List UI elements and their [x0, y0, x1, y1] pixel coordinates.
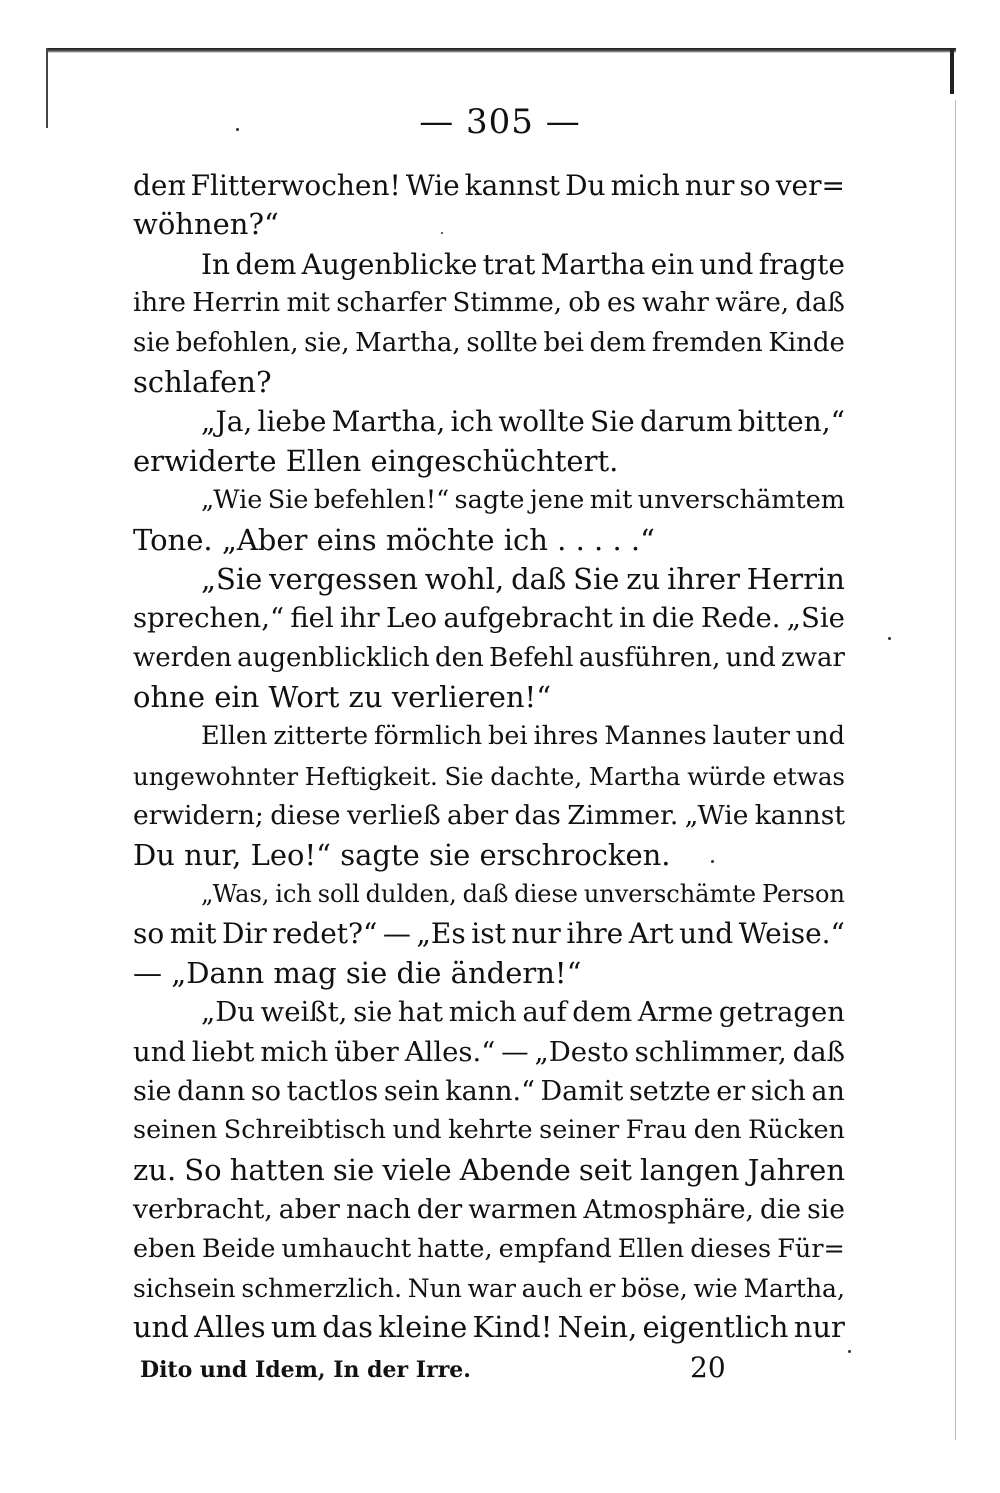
text-line: schlafen? [133, 364, 272, 399]
text-line: seinen Schreibtisch und kehrte seiner Frau den Rücken [133, 1115, 845, 1146]
text-line: Tone. „Aber eins möchte ich . . . . .“ [133, 522, 655, 557]
text-line: sie dann so tactlos sein kann.“ Damit setzte er sich an [133, 1075, 845, 1107]
text-line: verbracht, aber nach der warmen Atmosphäre, die sie [133, 1194, 845, 1226]
text-line: erwiderte Ellen eingeschüchtert. [133, 443, 619, 478]
text-line: ihre Herrin mit scharfer Stimme, ob es wahr wäre, daß [133, 288, 845, 319]
text-line: In dem Augenblicke trat Martha ein und fragte [201, 247, 845, 281]
scan-edge-right-thin [955, 100, 956, 1440]
text-line: „Was, ich soll dulden, daß diese unverschämte Person [201, 880, 845, 909]
text-line: zu. So hatten sie viele Abende seit langen Jahren [133, 1152, 845, 1187]
page-number-header: — 305 — [419, 102, 581, 142]
text-line: sie befohlen, sie, Martha, sollte bei dem fremden Kinde [133, 327, 845, 358]
text-line: und Alles um das kleine Kind! Nein, eigentlich nur [133, 1310, 845, 1345]
text-line: den Flitterwochen! Wie kannst Du mich nur so ver= [133, 169, 845, 202]
text-line: „Sie vergessen wohl, daß Sie zu ihrer Herrin [201, 561, 845, 596]
text-line: — „Dann mag sie die ändern!“ [133, 955, 582, 990]
scan-edge-right [950, 48, 954, 94]
text-line: sichsein schmerzlich. Nun war auch er böse, wie Martha, [133, 1273, 845, 1303]
text-line: und liebt mich über Alles.“ — „Desto schlimmer, daß [133, 1035, 845, 1068]
text-line: ungewohnter Heftigkeit. Sie dachte, Martha würde etwas [133, 761, 845, 791]
text-line: eben Beide umhaucht hatte, empfand Ellen dieses Für= [133, 1233, 845, 1264]
body-text [133, 166, 845, 1348]
text-line: „Du weißt, sie hat mich auf dem Arme getragen [201, 996, 845, 1029]
scan-speck [848, 1350, 851, 1353]
signature-mark: 20 [690, 1351, 726, 1384]
text-line: Ellen zitterte förmlich bei ihres Mannes lauter und [201, 721, 845, 752]
scan-speck [888, 637, 891, 640]
text-line: wöhnen?“ [133, 207, 279, 242]
scan-edge-top [46, 48, 956, 53]
text-line: sprechen,“ fiel ihr Leo aufgebracht in die Rede. „Sie [133, 602, 845, 635]
text-line: so mit Dir redet?“ — „Es ist nur ihre Art und Weise.“ [133, 917, 845, 951]
text-line: „Ja, liebe Martha, ich wollte Sie darum bitten,“ [201, 405, 845, 439]
text-line: werden augenblicklich den Befehl ausführen, und zwar [133, 642, 845, 673]
text-line: ohne ein Wort zu verlieren!“ [133, 680, 552, 715]
book-title-footer: Dito und Idem, In der Irre. [140, 1357, 471, 1383]
text-line: erwidern; diese verließ aber das Zimmer. „Wie kannst [133, 800, 845, 832]
text-line: Du nur, Leo!“ sagte sie erschrocken. [133, 837, 671, 872]
text-line: „Wie Sie befehlen!“ sagte jene mit unverschämtem [201, 485, 845, 516]
